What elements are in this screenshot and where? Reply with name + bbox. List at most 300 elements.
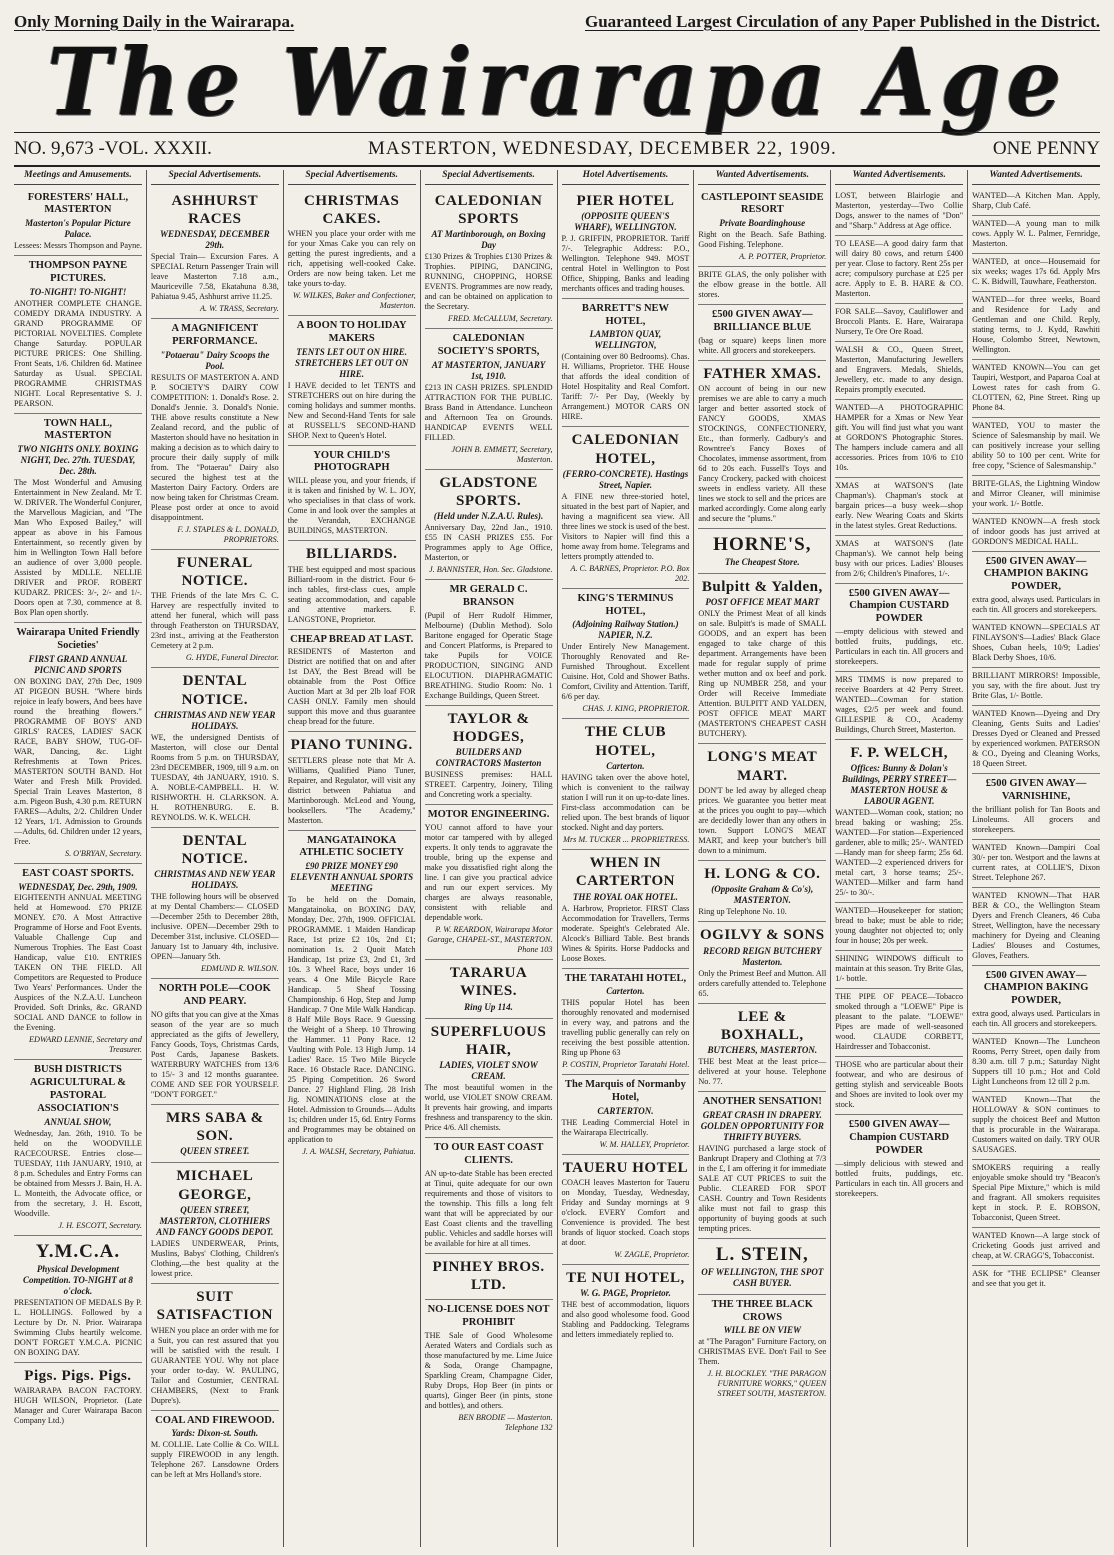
issue-number: NO. 9,673 -VOL. XXXII. <box>14 138 212 159</box>
ad-headline: CHEAP BREAD AT LAST. <box>290 633 414 645</box>
ad-body: COACH leaves Masterton for Taueru on Monday, Tuesday, Wednesday, Friday and Sunday mornings at 9 o'clock. EVERY Comfort and Convenience is provided. The best brands of liquor stocked. Coach stops at door. <box>561 1178 690 1248</box>
column-6 <box>694 170 831 1547</box>
ad-headline: NORTH POLE—COOK AND PEARY. <box>158 983 271 1008</box>
ad-subheadline: OF WELLINGTON, THE SPOT CASH BUYER. <box>701 1266 824 1288</box>
ad-body: BRITE-GLAS, the Lightning Window and Mirror Cleaner, will minimise your work. 1/- Bottle. <box>972 478 1100 508</box>
advertisement <box>972 1160 1100 1228</box>
column-4 <box>421 170 558 1547</box>
ad-subheadline: GREAT CRASH IN DRAPERY. GOLDEN OPPORTUNITY FOR THRIFTY BUYERS. <box>700 1109 824 1142</box>
ad-body: Only the Primest Beef and Mutton. All orders carefully attended to. Telephone 65. <box>698 968 827 998</box>
ad-body: WHEN you place your order with me for your Xmas Cake you can rely on getting the purest ingredients, and a rich, appetising well-cooked Cake. Orders are now being taken. Let me take yours to-day. <box>287 229 416 289</box>
advertisement <box>835 304 963 342</box>
ad-body: A FINE new three-storied hotel, situated in the best part of Napier, and having a magnificent sea view. All three lines we stock is used of the best. Visitors to Napier will find this a home away from home. Telegrams and letters promptly attended to. <box>561 491 690 561</box>
advertisement <box>14 1060 142 1235</box>
ad-headline: HORNE'S, <box>713 534 812 556</box>
ad-body: ASK for "THE ECLIPSE" Cleanser and see that you get it. <box>972 1268 1100 1288</box>
ad-body: BUSINESS premises: HALL STREET. Carpentry, Joinery, Tiling and Concreting work a specialty. <box>424 770 553 800</box>
ad-headline: NO-LICENSE DOES NOT PROHIBIT <box>427 1304 550 1329</box>
ad-body: WANTED KNOWN—You can get Taupiri, Westport, and Paparoa Coal at Lowest rates for cash from G. CLOTTEN, 62, Pine Street. Ring up Phone 84. <box>972 362 1100 412</box>
advertisement <box>562 299 690 428</box>
ad-body: FOR SALE—Savoy, Cauliflower and Broccoli Plants. E. Hare, Wairarapa Nursery, Te Ore Ore Road. <box>835 306 964 336</box>
column-heading: Hotel Advertisements. <box>562 170 690 185</box>
ad-signature: CHAS. J. KING, PROPRIETOR. <box>582 704 690 714</box>
ad-body: SHINING WINDOWS difficult to maintain at this season. Try Brite Glas, 1/- bottle. <box>835 954 964 984</box>
advertisement <box>972 840 1100 888</box>
ad-body: NO gifts that you can give at the Xmas season of the year are so much appreciated as the gifts of Jewellery, Fancy Goods, Toys, Christmas Cards, Post Cards, Japanese Baskets. WATERBURY WATCHES from 13/6 to 15/- 3 and 12 months guarantee. COME AND SEE FOR YOURSELF. "DON'T FORGET." <box>150 1009 279 1099</box>
advertisement <box>425 1254 553 1301</box>
ad-signature: J. BANNISTER, Hon. Sec. Gladstone. <box>429 565 553 575</box>
advertisement <box>835 478 963 536</box>
columns <box>10 170 1104 1547</box>
column-2 <box>147 170 284 1547</box>
ad-body: extra good, always used. Particulars in each tin. All grocers and storekeepers. <box>972 1008 1100 1028</box>
advertisement <box>835 400 963 478</box>
ad-body: YOU cannot afford to have your motor car tampered with by alleged experts. It only tends to aggravate the trouble, bring up the expense and make you dissatisfied right along the line. I can give you practical advice and run our expert services. My charges are always reasonable, consistent with reliable and dependable work. <box>424 823 553 923</box>
ad-headline: £500 GIVEN AWAY—Champion CUSTARD POWDER <box>848 1119 950 1156</box>
ad-headline: BUSH DISTRICTS AGRICULTURAL & PASTORAL ASSOCIATION'S <box>29 1064 127 1114</box>
ad-body: (Containing over 80 Bedrooms). Chas. H. Williams, Proprietor. THE House that affords the ideal condition of Hotel Hospitality and Real Comfort. Tariff: 7/- Per Day, (Weekly by Arrangement.) MOTOR CARS ON HIRE. <box>561 352 690 422</box>
ad-body: DON'T be led away by alleged cheap prices. We guarantee you better meat at the prices you ought to pay—which are decidedly lower than any others in town. Support LONG'S MEAT MART, and keep your butcher's bill down to a minimum. <box>698 786 827 856</box>
ad-body: XMAS at WATSON'S (late Chapman's). We cannot help being busy with our prices. Ladies' Blouses from 2/6; Children's Pinafores, 1/-. <box>835 538 964 578</box>
ad-subheadline: THE ROYAL OAK HOTEL. <box>572 891 678 902</box>
ad-body: WHEN you place an order with me for a Suit, you can rest assured that you will be satisfied with the result. I GUARANTEE YOU. Why not place your order to-day. W. PAULING, Tailor and Costumier, CENTRAL CHAMBERS, (Next to Frank Dupre's). <box>150 1325 279 1405</box>
ad-body: SETTLERS please note that Mr A. Williams, Qualified Piano Tuner, Repairer, and Regulator, will visit any district between Pahiatua and Martinborough. McLeod and Young, booksellers. "The Academy," Masterton. <box>287 755 416 825</box>
advertisement <box>835 1057 963 1115</box>
advertisement <box>288 188 416 317</box>
ad-signature: W. ZAGLE, Proprietor. <box>614 1250 690 1260</box>
ad-body: BRILLIANT MIRRORS! Impossible, you say, with the fire about. Just try Brite Glas, 1/- Bottle. <box>972 670 1100 700</box>
ad-subheadline: QUEEN STREET. <box>180 1146 250 1157</box>
advertisement <box>425 1138 553 1254</box>
ad-body: SMOKERS requiring a really enjoyable smoke should try "Beacon's Special Pipe Mixture," which is mild and fragrant. All smokers requisites kept in stock. P. E. ROBSON, Tobacconist, Queen Street. <box>972 1162 1100 1222</box>
ad-headline: ASHHURST RACES <box>171 192 259 227</box>
advertisement <box>972 774 1100 840</box>
advertisement <box>972 254 1100 292</box>
ad-headline: £500 GIVEN AWAY—VARNISHINE, <box>985 777 1087 802</box>
advertisement <box>151 979 279 1105</box>
ad-body: Wednesday, Jan. 26th, 1910. To be held on the WOODVILLE RACECOURSE. Entries close— TUESDAY, 11th JANUARY, 1910, at 8 p.m. Schedules and Entry Forms can be obtained from Messrs J. Bain, H. A. L. Monteith, the Advocate office, or from the secretary, J. H. Escott, Woodville. <box>14 1128 142 1218</box>
ad-headline: FUNERAL NOTICE. <box>176 554 253 589</box>
advertisement <box>972 1266 1100 1293</box>
ad-subheadline: LAMBTON QUAY, WELLINGTON, <box>589 329 662 351</box>
ad-headline: CALEDONIAN SOCIETY'S SPORTS, <box>437 333 540 357</box>
ad-body: Ring up Telephone No. 10. <box>698 907 787 917</box>
ad-body: Lessees: Messrs Thompson and Payne. <box>14 241 142 251</box>
ad-body: RESULTS OF MASTERTON A. AND P. SOCIETY'S DAIRY COW COMPETITION: 1. Donald's Rose. 2. Donald's Jennie. 3. Donald's Nonie. THE above results constitute a New Zealand record, and the public of Masterton should have no hesitation in making a decision as to which dairy to procure their daily supply of milk from. The "Potaerau" Dairy also secured the highest test at the Masterton Dairy Factory. Orders are now being taken for Christmas Cream. Please post order at once to avoid disappointment. <box>150 372 279 522</box>
ad-signature: J. H. BLOCKLEY. "THE PARAGON FURNITURE WORKS," QUEEN STREET SOUTH, MASTERTON. <box>707 1369 827 1399</box>
issue-date: MASTERTON, WEDNESDAY, DECEMBER 22, 1909. <box>367 138 837 159</box>
ad-body: WANTED KNOWN—That HAR BER & CO., the Wellington Steam Dyers and French Cleaners, 46 Cuba Street, Wellington, have the necessary machinery for Dyeing and Cleaning Ladies' Blouses and Costumes, Gloves, Feathers. <box>972 890 1100 960</box>
ad-subheadline: Carterton. <box>606 761 645 771</box>
advertisement <box>562 188 690 299</box>
ad-body: HAVING taken over the above hotel, which is convenient to the railway station I will run it on up-to-date lines. First-class accommodation can be relied upon. The best brands of liquor stocked. Night and day porters. <box>561 772 690 832</box>
advertisement <box>835 1115 963 1202</box>
ad-headline: YOUR CHILD'S PHOTOGRAPH <box>313 449 391 474</box>
ad-subheadline: (OPPOSITE QUEEN'S WHARF), WELLINGTON. <box>574 210 677 232</box>
advertisement <box>151 319 279 550</box>
ad-subheadline: Private Boardinghouse <box>719 218 806 229</box>
advertisement <box>151 828 279 980</box>
advertisement <box>698 574 826 744</box>
advertisement <box>972 620 1100 668</box>
ad-signature: JOHN B. EMMETT, Secretary, Masterton. <box>451 444 553 464</box>
ad-body: THE best of accommodation, liquors and also good wholesome food. Good Stabling and Paddocking. Telegrams and letters immediately replied to. <box>561 1300 690 1340</box>
ad-body: WANTED—for three weeks, Board and Residence for Lady and Gentleman and one Child. Reply, stating terms, to J. Kydd, Rawhiti House, Colombo Street, Newtown, Wellington. <box>972 294 1100 354</box>
advertisement <box>14 1236 142 1363</box>
ad-headline: CALEDONIAN HOTEL, <box>571 432 680 467</box>
ad-subheadline: (FERRO-CONCRETE). Hastings Street, Napier. <box>562 468 689 490</box>
advertisement <box>562 969 690 1076</box>
ad-headline: OGILVY & SONS <box>700 927 825 944</box>
ad-subheadline: Ring Up 114. <box>464 1001 513 1012</box>
advertisement <box>562 1075 690 1155</box>
ad-body: WANTED—A Kitchen Man. Apply, Sharp, Club Café. <box>972 190 1100 210</box>
advertisement <box>288 541 416 629</box>
ad-subheadline: AT Martinborough, on Boxing Day <box>431 229 546 251</box>
ad-subheadline: WILL BE ON VIEW <box>723 1325 802 1336</box>
advertisement <box>425 706 553 806</box>
ad-body: P. J. GRIFFIN, PROPRIETOR. Tariff 7/-. Telegraphic Address: P.O., Wellington. Telephone 949. MOST central Hotel in Wellington to Post Office, Shipping, Banks and leading merchants offices and trading houses. <box>561 233 690 293</box>
advertisement <box>972 1228 1100 1266</box>
ad-headline: THOMPSON PAYNE PICTURES. <box>28 260 128 284</box>
ad-subheadline: Offices: Bunny & Dolan's Buildings, PERRY STREET—MASTERTON HOUSE & LABOUR AGENT. <box>842 763 957 807</box>
column-heading: Special Advertisements. <box>151 170 279 185</box>
ad-headline: £500 GIVEN AWAY—CHAMPION BAKING POWDER, <box>983 969 1089 1007</box>
ad-headline: BARRETT'S NEW HOTEL, <box>581 302 670 327</box>
dateline <box>14 132 1100 167</box>
column-heading: Wanted Advertisements. <box>835 170 963 185</box>
advertisement <box>14 188 142 257</box>
advertisement <box>288 316 416 446</box>
ad-body: WALSH & CO., Queen Street, Masterton, Manufacturing Jewellers and Engravers. Medals, Shields, Jewellery, etc. made to any design. Repairs promptly executed. <box>835 344 964 394</box>
strap-right: Guaranteed Largest Circulation of any Paper Published in the District. <box>584 12 1100 31</box>
ad-subheadline: TO-NIGHT! TO-NIGHT! <box>29 286 127 297</box>
ad-subheadline: QUEEN STREET, MASTERTON, CLOTHIERS AND FANCY GOODS DEPOT. <box>156 1205 274 1237</box>
ad-body: WANTED Known—A large stock of Cricketing Goods just arrived and cheap, at W. CRAGG'S, Tobacconist. <box>972 1230 1100 1260</box>
ad-headline: MANGATAINOKA ATHLETIC SOCIETY <box>299 834 404 859</box>
ad-headline: THE CLUB HOTEL, <box>584 724 666 759</box>
ad-body: The most beautiful women in the world, use VIOLET SNOW CREAM. It prevents hair growing, and imparts freshness and transparency to the skin. Price 4/6. All chemists. <box>424 1083 553 1133</box>
advertisement <box>698 529 826 574</box>
advertisement <box>972 216 1100 254</box>
ad-headline: MR GERALD C. BRANSON <box>449 584 528 608</box>
advertisement <box>972 188 1100 216</box>
ad-headline: LONG'S MEAT MART. <box>707 749 818 784</box>
ad-body: ONLY the Primest Meat of all kinds on sale. Bulpitt's is made of SMALL GOODS, and an expert has been engaged to take charge of this department. Arrangements have been made for regular supply of prime wether mutton and ox beef and pork. Ring up NUMBER 258, and your Order will Receive Immediate Attention. BULPITT AND YALDEN, POST OFFICE MEAT MART (MASTERTON'S CHEAPEST CASH BUTCHERY). <box>698 609 827 739</box>
ad-headline: A BOON TO HOLIDAY MAKERS <box>296 320 407 344</box>
advertisement <box>835 989 963 1057</box>
ad-body: TO LEASE—A good dairy farm that will dairy 80 cows, and return £400 per year. Close to factory. Rent 25s per acre; compulsory purchase at £25 per acre. Apply to E. B. HARE & CO. Masterton. <box>835 238 964 298</box>
advertisement <box>151 1411 279 1485</box>
advertisement <box>972 552 1100 620</box>
ad-subheadline: AT MASTERTON, JANUARY 1st, 1910. <box>431 359 546 381</box>
ad-subheadline: POST OFFICE MEAT MART <box>705 597 820 608</box>
advertisement <box>972 888 1100 966</box>
ad-headline: A MAGNIFICENT PERFORMANCE. <box>171 323 259 347</box>
ad-headline: FORESTERS' HALL, MASTERTON <box>27 191 129 216</box>
ad-body: WANTED Known—Dyeing and Dry Cleaning, Gents Suits and Ladies' Dresses Dyed or Cleaned and Pressed by experienced workmen. PATERSON & CO., Dyeing and Cleaning Works, 18 Queen Street. <box>972 708 1100 768</box>
advertisement <box>972 418 1100 476</box>
ad-headline: £500 GIVEN AWAY—Champion CUSTARD POWDER <box>848 587 950 625</box>
ad-headline: MICHAEL GEORGE, <box>176 1168 254 1203</box>
ad-subheadline: £90 PRIZE MONEY £90 ELEVENTH ANNUAL SPORTS MEETING <box>290 861 414 894</box>
advertisement <box>835 951 963 989</box>
ad-body: —empty delicious with stewed and bottled fruits, puddings, etc. Particulars in each tin. All grocers and storekeepers. <box>835 626 964 666</box>
ad-body: THE Leading Commercial Hotel in the Wairarapa Electrically. <box>561 1117 690 1137</box>
advertisement <box>835 740 963 903</box>
ad-body: WAIRARAPA BACON FACTORY. HUGH WILSON, Proprietor. (Late Manager and Curer Wairarapa Bacon Company Ltd.) <box>14 1386 142 1425</box>
ad-signature: A. P. POTTER, Proprietor. <box>739 252 827 262</box>
advertisement <box>562 1265 690 1344</box>
advertisement <box>151 1105 279 1164</box>
ad-body: WANTED, at once—Housemaid for six weeks; wages 17s 6d. Apply Mrs C. K. Bidwill, Tauwhare, Featherston. <box>972 256 1100 286</box>
ad-headline: L. STEIN, <box>715 1243 809 1265</box>
ad-body: THE best Meat at the least price—delivered at your house. Telephone No. 77. <box>698 1057 827 1087</box>
advertisement <box>972 966 1100 1034</box>
ad-headline: COAL AND FIREWOOD. <box>155 1414 275 1426</box>
advertisement <box>425 805 553 960</box>
advertisement <box>562 1155 690 1265</box>
ad-signature: Mrs M. TUCKER ... PROPRIETRESS. <box>563 834 690 844</box>
advertisement <box>698 188 826 268</box>
ad-body: THIS popular Hotel has been thoroughly renovated and modernised in every way, and patrons and the travelling public generally can rely on receiving the best possible attention. Ring up Phone 63 <box>561 998 690 1058</box>
advertisement <box>698 861 826 922</box>
advertisement <box>972 668 1100 706</box>
ad-subheadline: BUTCHERS, MASTERTON. <box>707 1045 818 1056</box>
ad-headline: £500 GIVEN AWAY—CHAMPION BAKING POWDER, <box>983 555 1089 593</box>
column-8 <box>968 170 1104 1547</box>
masthead-title: The Wairarapa Age <box>46 27 1068 137</box>
advertisement <box>151 188 279 320</box>
ad-body: WANTED KNOWN—SPECIALS AT FINLAYSON'S—Ladies' Black Glace Shoes, Cuban heels, 10/9; Ladies' Black Derby Shoes, 10/6. <box>972 622 1100 662</box>
ad-headline: Y.M.C.A. <box>35 1240 121 1262</box>
ad-body: extra good, always used. Particulars in each tin. All grocers and storekeepers. <box>972 594 1100 614</box>
ad-body: HAVING purchased a large stock of Bankrupt Drapery and Clothing at 7/3 in the £, I am offering it for immediate SALE AT CUT PRICES to suit the Public. CLEARED FOR SPOT CASH. Country and Town Residents alike must not fail to grasp this opportunity of buying goods at such tempting prices. <box>698 1143 827 1233</box>
ad-headline: FATHER XMAS. <box>703 365 822 382</box>
column-5 <box>558 170 695 1547</box>
ad-signature: P. COSTIN, Proprietor Taratahi Hotel. <box>562 1060 690 1070</box>
ad-headline: TARARUA WINES. <box>449 965 528 1000</box>
ad-body: THE Sale of Good Wholesome Aerated Waters and Cordials such as those manufactured by me. Lime Juice & Soda, Orange Champagne, Sparkling Cream, Champagne Cider, Ruby Drops, Hop Beer (in pints or quarts), Ginger Beer (in pints, stone and bottles), and others. <box>424 1331 553 1410</box>
ad-body: The Most Wonderful and Amusing Entertainment in New Zealand. Mr T. W. DRIVER. The Wonderful Conjurer, the Marvellous Magician, and "The Man Who Exposed Bailey," will appear as above in his Famous Entertainment, so recently given by him in Wellington Town Hall before an audience of over 3,000 people. Assisted by MDLLE. NELLIE DRIVER and PROF. ROBERT KUDARZ. PRICES: 3/-, 2/- and 1/-. Doors open at 7.30, commence at 8. Box Plan open shortly. <box>14 478 142 618</box>
column-7 <box>831 170 968 1547</box>
advertisement <box>425 329 553 470</box>
ad-body: WANTED—A PHOTOGRAPHIC HAMPER for a Xmas or New Year gift. You will find just what you want at GORDON'S Photographic Stores. The hampers include camera and all accessories. Prices from 10/6 to £10 10s. <box>835 402 964 472</box>
advertisement <box>288 446 416 542</box>
advertisement <box>972 514 1100 552</box>
advertisement <box>425 1019 553 1139</box>
advertisement <box>698 1295 826 1404</box>
advertisement <box>698 922 826 1003</box>
advertisement <box>698 1004 826 1093</box>
advertisement <box>151 1163 279 1284</box>
ad-subheadline: Physical Development Competition. TO-NIGHT at 8 o'clock. <box>23 1263 133 1296</box>
ad-body: Anniversary Day, 22nd Jan., 1910. £55 IN CASH PRIZES £55. For Programmes apply to Age Office, Masterton, or <box>424 523 553 563</box>
ad-signature: P. W. REARDON, Wairarapa Motor Garage, CHAPEL-ST., MASTERTON. Phone 103 <box>427 925 553 955</box>
ad-subheadline: TWO NIGHTS ONLY. BOXING NIGHT, Dec. 27th. TUESDAY, Dec. 28th. <box>17 444 139 477</box>
ad-subheadline: (Adjoining Railway Station.) NAPIER, N.Z. <box>572 619 679 641</box>
column-heading: Wanted Advertisements. <box>698 170 826 185</box>
ad-body: RESIDENTS of Masterton and District are notified that on and after 1st DAY, the Best Bread will be obtainable from the Post Office Auction Mart at 3d per 2lb loaf FOR CASH ONLY. Family men should support this move and thus guarantee cheap bread for the future. <box>287 647 416 727</box>
ad-body: £213 IN CASH PRIZES. SPLENDID ATTRACTION FOR THE PUBLIC. Brass Band in Attendance. Luncheon and Afternoon Tea on Grounds. HANDICAP EVENTS WELL FILLED. <box>424 382 553 442</box>
ad-body: (Pupil of Herr Rudolf Himmer, Melbourne) (Dublin Method). Solo Baritone engaged for Operatic Stage and Concert Platforms, is Prepared to take Pupils for VOICE PRODUCTION, SINGING AND ELOCUTION. DIAPHRAGMATIC BREATHING. Studio Room: No. 1 Exchange Buildings, Queen Street. <box>424 610 553 700</box>
ad-subheadline: W. G. PAGE, Proprietor. <box>579 1288 671 1299</box>
ad-headline: F. P. WELCH, <box>850 744 948 761</box>
ad-body: —simply delicious with stewed and bottled fruits, puddings, etc. Particulars in each tin. All grocers and storekeepers. <box>835 1158 964 1198</box>
advertisement <box>425 960 553 1019</box>
advertisement <box>562 589 690 720</box>
ad-subheadline: ANNUAL SHOW, <box>44 1116 112 1127</box>
ad-body: Special Train— Excursion Fares. A SPECIAL Return Passenger Train will leave Masterton 7.18 a.m., Mauriceville 7.58, Ekatahuna 8.38, Pahiatua 9.45, Ashhurst arrive 11.25. <box>150 252 279 302</box>
ad-headline: H. LONG & CO. <box>704 866 821 883</box>
column-heading: Meetings and Amusements. <box>14 170 142 185</box>
ad-body: WANTED—Woman cook, station; no bread baking or washing; 25s. WANTED—For station—Experienced gardener, able to milk; 25/-. WANTED—Handy man for sheep farm; 25s 6d. WANTED—2 experienced drivers for metal cart, 3 horse teams; 25/-. WANTED—Milker and farm hand 25/- to 30/-. <box>835 808 964 898</box>
ad-body: Right on the Beach. Safe Bathing. Good Fishing. Telephone. <box>698 230 827 250</box>
ad-signature: F. J. STAPLES & L. DONALD, PROPRIETORS. <box>177 524 279 544</box>
ad-headline: ANOTHER SENSATION! <box>702 1096 822 1108</box>
ad-subheadline: CHRISTMAS AND NEW YEAR HOLIDAYS. <box>154 869 276 891</box>
ad-subheadline: CARTERTON. <box>597 1105 654 1116</box>
ad-headline: LEE & BOXHALL, <box>720 1008 804 1043</box>
ad-subheadline: LADIES, VIOLET SNOW CREAM. <box>439 1060 538 1082</box>
advertisement <box>972 360 1100 418</box>
ad-headline: SUIT SATISFACTION <box>156 1288 273 1324</box>
ad-body: To be held on the Domain, Mangatainoka, on BOXING DAY, Monday, Dec. 27th, 1909. OFFICIAL PROGRAMME. 1 Maiden Handicap Race, 1st prize £2 10s, 2nd £1; nomination 1s. 2 Quoit Match Handicap, 1st prize £3, 2nd £1, 3rd 10s. 3 Wheel Race, boys under 16 years. 4 One Mile Bicycle Race Handicap. 5 Sheaf Tossing Championship. 6 Hop, Step and Jump Handicap. 7 One Mile Walk Handicap. 8 Half Mile Boys Race. 9 Guessing the Weight of a Sheep. 10 Throwing the Hammer. 11 Pony Race. 12 Vaulting with Pole. 13 High Jump. 14 Ladies' Race. 15 Two Mile Bicycle Race. 16 Obstacle Race. DANCING. 25 Piping Competition. 26 Sword Dance. 27 Highland Fling. 28 Irish Jig. NOMINATIONS close at the Hotel. Admission to Grounds— Adults 1s; children under 15, 6d. Entry Forms and Programmes may be obtained on application to <box>287 895 416 1145</box>
advertisement <box>698 361 826 529</box>
ad-body: WANTED, YOU to master the Science of Salesmanship by mail. We can positively increase your selling ability 50 to 100 per cent. Write for free copy, "Science of Salesmanship." <box>972 420 1100 470</box>
strap-left: Only Morning Daily in the Wairarapa. <box>14 12 295 31</box>
ad-signature: G. HYDE, Funeral Director. <box>185 653 279 663</box>
advertisement <box>698 1092 826 1239</box>
ad-body: WILL please you, and your friends, if it is taken and finished by W. L. JOY, who specialises in that class of work. Come in and look over the samples at the Verandah, EXCHANGE BUILDINGS, MASTERTON. <box>287 476 416 536</box>
ad-body: THOSE who are particular about their footwear, and who are desirous of getting stylish and serviceable Boots and Shoes are invited to look over my stock. <box>835 1060 964 1110</box>
ad-body: THE following hours will be observed at my Dental Chambers:— CLOSED—December 25th to December 28th, inclusive. OPEN—December 29th to December 31st, inclusive. CLOSED—January 1st to January 4th, inclusive. OPEN—January 5th. <box>150 892 279 962</box>
ad-body: EIGHTEENTH ANNUAL MEETING held at Homewood. £70 PRIZE MONEY. £70. A Most Attractive Programme of Horse and Foot Events. Valuable Challenge Cup and Numerous Trophies. The East Coast Handicap, value £10. ENTRIES TAKEN ON THE FIELD. All Competitors are Requested to Produce Two Years' Performances. Under the Auspices of the N.Z.A.U. Luncheon Provided. Soft Drinks, &c. GRAND SOCIAL AND DANCE to follow in the Evening. <box>14 893 142 1033</box>
ad-subheadline: "Potaerau" Dairy Scoops the Pool. <box>160 349 270 371</box>
advertisement <box>14 864 142 1061</box>
advertisement <box>972 1034 1100 1092</box>
advertisement <box>288 732 416 830</box>
ad-subheadline: WEDNESDAY, Dec. 29th, 1909. <box>18 881 138 892</box>
ad-headline: DENTAL NOTICE. <box>181 673 249 708</box>
ad-body: A. Harbrow, Proprietor. FIRST Class Accommodation for Travellers, Terms moderate. Speight's Celebrated Ale. Alcock's Billiard Table. Best brands Wines & Spirits. Horse Paddocks and Loose Boxes. <box>561 903 690 963</box>
ad-headline: TAUERU HOTEL <box>562 1159 689 1176</box>
ad-body: £130 Prizes & Trophies £130 Prizes & Trophies. PIPING, DANCING, RUNNING, CHOPPING, HORSE EVENTS. Programmes are now ready, and can be obtained on application to the Secretary. <box>424 252 553 312</box>
ad-signature: J. A. WALSH, Secretary, Pahiatua. <box>302 1147 416 1157</box>
ad-headline: TO OUR EAST COAST CLIENTS. <box>433 1142 544 1167</box>
advertisement <box>835 584 963 672</box>
ad-headline: SUPERFLUOUS HAIR, <box>430 1023 547 1058</box>
advertisement <box>425 188 553 330</box>
ad-signature: W. WILKES, Baker and Confectioner, Masterton. <box>292 291 416 311</box>
ad-headline: THE TARATAHI HOTEL, <box>564 972 687 984</box>
column-heading: Wanted Advertisements. <box>972 170 1100 185</box>
advertisement <box>425 470 553 581</box>
ad-subheadline: Masterton's Popular Picture Palace. <box>25 218 131 240</box>
advertisement <box>835 536 963 584</box>
advertisement <box>14 623 142 864</box>
ad-subheadline: BUILDERS AND CONTRACTORS Masterton <box>435 747 542 769</box>
price: ONE PENNY <box>992 138 1100 159</box>
advertisement <box>972 292 1100 360</box>
ad-headline: TE NUI HOTEL, <box>566 1270 685 1287</box>
ad-headline: WHEN IN CARTERTON <box>575 854 675 890</box>
ad-signature: W. M. HALLEY, Proprietor. <box>599 1139 690 1149</box>
advertisement <box>151 1284 279 1411</box>
ad-body: AN up-to-date Stable has been erected at Tinui, quite adequate for our own requirements and those of visitors to the township. This fills a long felt want that will be appreciated by our East Coast clients and the travelling public. Vehicles and saddle horses will be available for hire at all times. <box>424 1168 553 1248</box>
ad-subheadline: The Cheapest Store. <box>724 557 800 568</box>
advertisement <box>835 903 963 951</box>
advertisement <box>698 744 826 861</box>
ad-body: WANTED KNOWN—A fresh stock of indoor goods has just arrived at GORDON'S MEDICAL HALL. <box>972 516 1100 546</box>
ad-signature: FRED. McCALLUM, Secretary. <box>447 314 553 324</box>
column-1 <box>10 170 147 1547</box>
ad-headline: CASTLEPOINT SEASIDE RESORT <box>700 191 824 216</box>
ad-headline: CALEDONIAN SPORTS <box>434 192 543 227</box>
ad-subheadline: FIRST GRAND ANNUAL PICNIC AND SPORTS <box>28 653 128 675</box>
advertisement <box>425 1300 553 1437</box>
ad-headline: £500 GIVEN AWAY—BRILLIANCE BLUE <box>712 309 813 333</box>
advertisement <box>288 630 416 733</box>
ad-headline: KING'S TERMINUS HOTEL, <box>577 592 674 617</box>
ad-headline: The Marquis of Normanby Hotel, <box>565 1079 686 1104</box>
ad-headline: GLADSTONE SPORTS. <box>439 474 538 509</box>
ad-body: THE PIPE OF PEACE—Tobacco smoked through a "LOEWE" Pipe is pleasant to the palate. "LOEWE" Pipes are made of well-seasoned wood. CLAUDE CORBETT, Hairdresser and Tobacconist. <box>835 992 964 1052</box>
ad-body: XMAS at WATSON'S (late Chapman's). Chapman's stock at bargain prices—a busy week—shop early. New Wearing Coats and Skirts in the latest styles. Great Reductions. <box>835 480 964 530</box>
advertisement <box>425 580 553 706</box>
ad-signature: BEN BRODIE — Masterton. Telephone 132 <box>458 1413 553 1432</box>
ad-headline: PIANO TUNING. <box>290 737 413 754</box>
advertisement <box>835 236 963 304</box>
advertisement <box>698 267 826 305</box>
ad-body: WANTED Known—Dampiri Coal 30/- per ton. Westport and the lawns at current rates, at COLLIE'S, Dixon Street. Telephone 267. <box>972 842 1100 882</box>
ad-body: WANTED Known—The Luncheon Rooms, Perry Street, open daily from 8.30 a.m. till 7 p.m.; Saturday Night Suppers till 10 p.m.; Hot and Cold Light Luncheons from 12 till 2 p.m. <box>972 1036 1100 1086</box>
ad-body: LADIES UNDERWEAR, Prints, Muslins, Babys' Clothing, Children's Clothing,—the best quality at the lowest price. <box>150 1238 279 1278</box>
ad-signature: A. C. BARNES, Proprietor. P.O. Box 202. <box>570 563 690 583</box>
ad-body: THE best equipped and most spacious Billiard-room in the district. Four 6-inch tables, first-class cues, ample seating accommodation, and capable and attentive markers. F. LANGSTONE, Proprietor. <box>287 564 416 624</box>
advertisement <box>972 1092 1100 1160</box>
ad-headline: MRS SABA & SON. <box>166 1109 264 1145</box>
column-heading: Special Advertisements. <box>288 170 416 185</box>
ad-body: ON BOXING DAY, 27th Dec, 1909 AT PIGEON BUSH. "Where birds rejoice in leafy bowers, And bees have round the breathing flowers." PROGRAMME OF BOYS' AND GIRLS' RACES, LADIES' SACK RACE, BABY SHOW, TUG-OF-WAR, Dancing, &c. Light Refreshments at Town Prices. MASTERTON SOUTH BAND. Hot Water and Fresh Milk Provided. Special Train Leaves Masterton, 8 a.m. Pigeon Bush, 4.30 p.m. RETURN FARES—Adults, 2/2. Children Under 12 Years, 1/1. Admission to Grounds—Adults, 6d. Children under 12 years, Free. <box>14 676 142 846</box>
ad-subheadline: (Held under N.Z.A.U. Rules). <box>433 511 544 522</box>
ad-body: WANTED—A young man to milk cows. Apply W. L. Palmer, Fernridge, Masterton. <box>972 218 1100 248</box>
ad-body: WE, the undersigned Dentists of Masterton, will close our Dental Rooms from 5 p.m. on THURSDAY, 23rd DECEMBER, 1909, till 9 a.m. on TUESDAY, 4th JANUARY, 1910. S. A. NOBLE-CAMPBELL. H. W. RISHWORTH. H. CLARKSON. A. H. ROTHENBURG. E. B. REYNOLDS. W. K. WELCH. <box>150 732 279 822</box>
advertisement <box>151 550 279 669</box>
advertisement <box>835 188 963 236</box>
advertisement <box>14 414 142 624</box>
ad-body: (bag or square) keeps linen more white. All grocers and storekeepers. <box>698 335 827 355</box>
ad-headline: CHRISTMAS CAKES. <box>304 192 400 227</box>
column-3 <box>284 170 421 1547</box>
advertisement <box>835 342 963 400</box>
masthead <box>8 27 1106 137</box>
column-heading: Special Advertisements. <box>425 170 553 185</box>
ad-headline: PINHEY BROS. LTD. <box>432 1258 545 1294</box>
ad-body: WANTED Known—That the HOLLOWAY & SON continues to supply the choicest Beef and Mutton that is procurable in the Wairarapa. Customers waited on daily. TRY OUR SAUSAGES. <box>972 1094 1100 1154</box>
ad-body: THE Friends of the late Mrs C. C. Harvey are respectfully invited to attend her funeral, which will pass through Featherston on THURSDAY, 23rd inst., arriving at the Featherston Cemetery at 2 p.m. <box>150 591 279 651</box>
ad-body: I HAVE decided to let TENTS and STRETCHERS out on hire during the coming holidays and summer months. New and Second-Hand Tents for sale at RUSSELL'S SECOND-HAND SHOP. Next to Queen's Hotel. <box>287 380 416 440</box>
ad-signature: A. W. TRASS, Secretary. <box>199 304 279 314</box>
ad-signature: J. H. ESCOTT, Secretary. <box>58 1220 142 1230</box>
ad-headline: BILLIARDS. <box>306 546 398 563</box>
advertisement <box>288 831 416 1162</box>
ad-subheadline: Yards: Dixon-st. South. <box>171 1428 259 1439</box>
advertisement <box>562 850 690 969</box>
ad-headline: Pigs. Pigs. Pigs. <box>24 1367 132 1384</box>
ad-subheadline: TENTS LET OUT ON HIRE. STRETCHERS LET OUT ON HIRE. <box>295 346 409 379</box>
advertisement <box>698 305 826 361</box>
